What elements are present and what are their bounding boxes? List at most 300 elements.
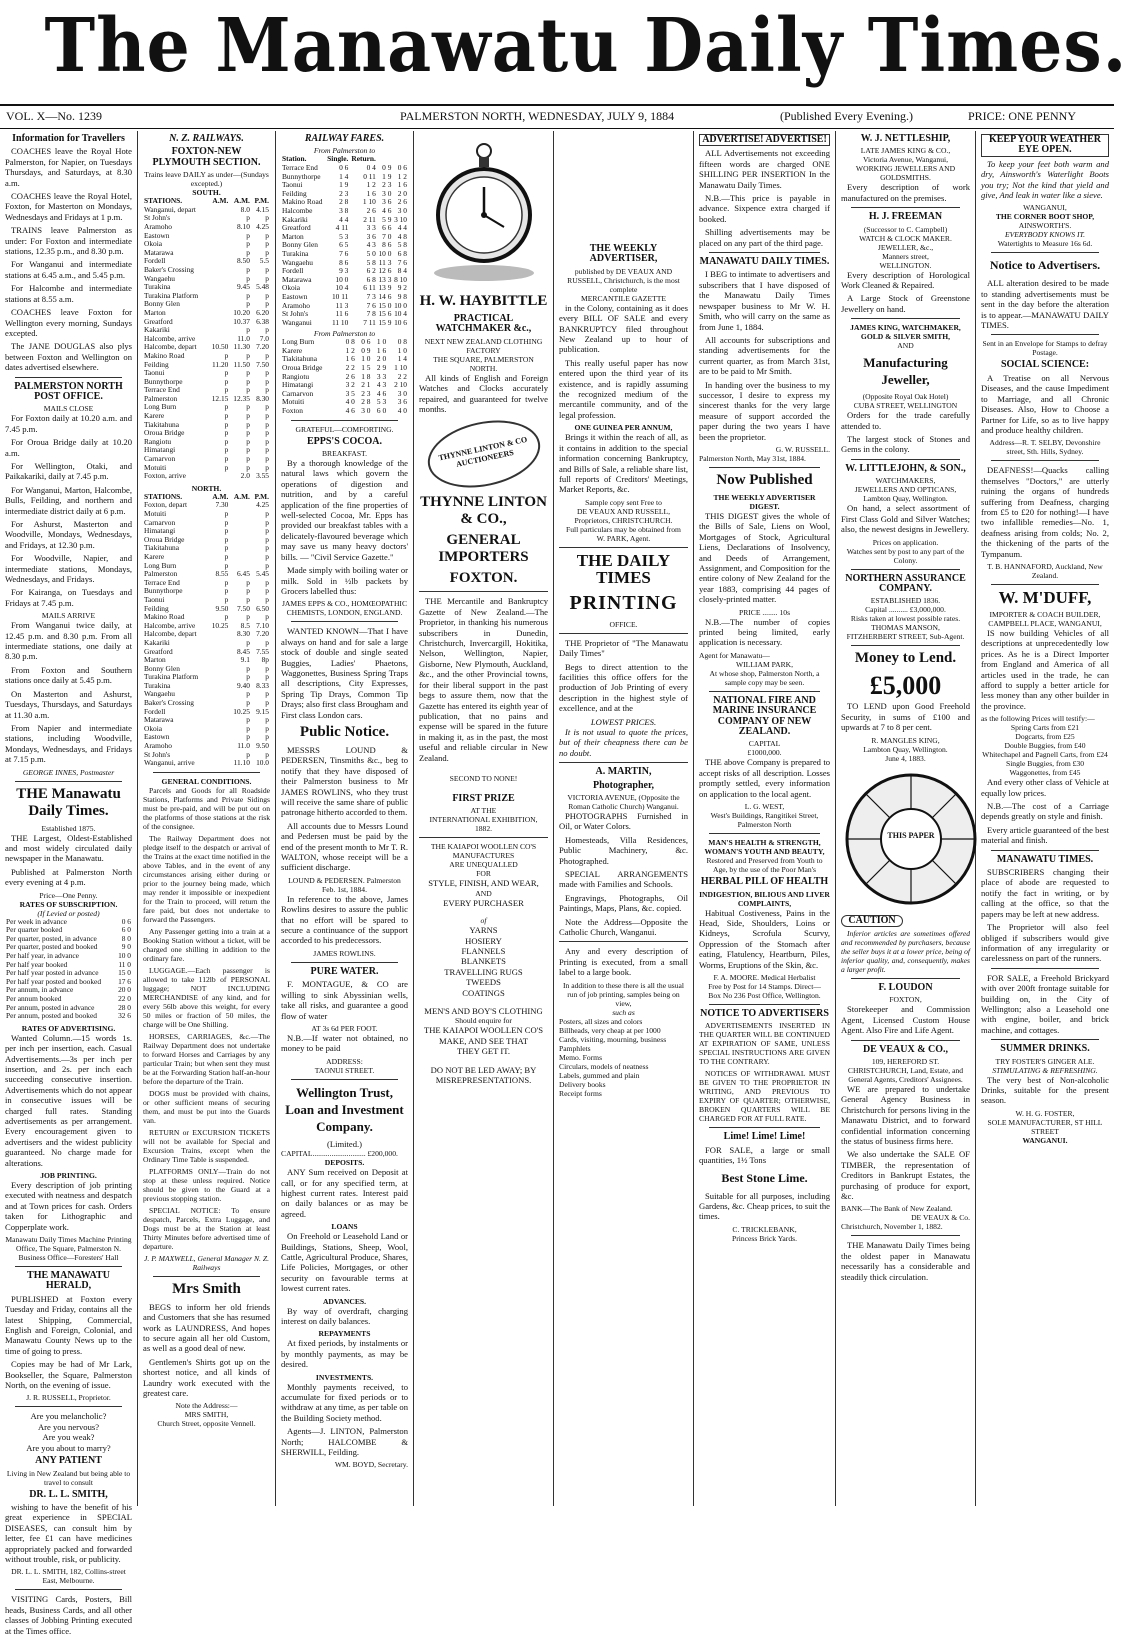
table-header: P.M. <box>254 196 269 206</box>
advertise-body: ALL Advertisements not exceeding fifteen words are charged ONE SHILLING PER INSERTION In the Manawatu Daily Times. <box>699 148 830 190</box>
kaiapoi-title: THE KAIAPOI WOOLLEN CO'S <box>430 842 537 852</box>
digest-body: THIS DIGEST gives the whole of the Bills of Sale, Liens on Wool, Mortgages of Stock, Agricultural Liens, Declarations of Insolvency, and Deeds of Arrangement, Assignment, and Composition for the entire colony of New Zealand for the year 1883, comprising 44 pages of closely-printed matter. <box>699 510 830 605</box>
table-cell: p <box>246 637 250 647</box>
gazette-body: THE Mercantile and Bankruptcy Gazette of New Zealand.—The Proprietor, in thanking his numerous subscribers in Dunedin, Christchurch, Invercargill, Hokitika, Nelson, Wellington, Napier, Gisborne, New Plymouth, Auckland, &c., and the other Provincial towns, for their liberal support in the past begs to assure them, now that the Gazette has entered its eighth year of publication, that no pains and expense will be spared in the future in making it, as in the past, the most useful and reliable circular in New Zealand. <box>419 596 548 763</box>
table-cell: 2 0 <box>397 188 407 198</box>
king-name: JAMES KING, WATCHMAKER, GOLD & SILVER SMITH, <box>850 323 961 342</box>
price-line: Price—One Penny. <box>39 890 98 900</box>
table-cell: 2 1 <box>361 380 371 390</box>
deveaux-4: We also undertake the SALE OF TIMBER, the representation of Creditors in Bankrupt Estates, the purchasing of produce for export, &c. <box>841 1149 970 1202</box>
every-purchaser: EVERY PURCHASER <box>443 897 524 908</box>
table-cell: 8.10 <box>236 222 250 231</box>
table-cell: St John's <box>282 309 309 319</box>
photographs: PHOTOGRAPHS Furnished in Oil, or Water Colors. <box>559 811 688 832</box>
table-cell: 10 0 <box>118 950 131 960</box>
ainsworth-3: AINSWORTH'S. <box>1018 221 1072 231</box>
table-cell: Turakina <box>282 248 309 258</box>
table-cell: 7 11 <box>363 317 376 327</box>
table-cell: Okoia <box>282 283 301 293</box>
moore-3: Box No 236 Post Office, Wellington. <box>708 990 821 1000</box>
digest-price: PRICE ........ 10s <box>738 607 791 617</box>
table-cell <box>208 759 230 768</box>
table-cell: Rangiotu <box>144 436 172 446</box>
deposits-body: ANY Sum received on Deposit at call, or for any specified term, at highest current rates. Interest paid on daily balances or as may be agreed. <box>281 1167 408 1219</box>
table-cell: Eastown <box>282 291 308 301</box>
mdt-body-3: In handing over the business to my successor, I desire to express my sincerest thanks for the very large measure of support accorded the paper during the two years I have been the proprietor. <box>699 379 830 442</box>
digest-nb: N.B.—The number of copies printed being limited, early application is necessary. <box>699 616 830 648</box>
table-cell: Per half year booked <box>6 959 68 969</box>
clothing: MEN'S AND BOY'S CLOTHING <box>424 1006 543 1016</box>
table-cell: p <box>265 663 269 673</box>
table-cell: Turakina Platform <box>144 672 199 682</box>
freeman-7: Every description of Horological Work Cleaned & Repaired. <box>841 269 970 291</box>
printing-item: Circulars, models of neatness <box>559 1061 649 1071</box>
table-cell: p <box>265 715 269 725</box>
table-cell: p <box>246 577 250 587</box>
table-cell: p <box>224 551 229 561</box>
table-cell: Taonui <box>144 368 165 378</box>
table-cell: p <box>265 749 269 759</box>
page-columns <box>0 131 1114 1636</box>
table-cell <box>208 300 230 309</box>
timetable-row <box>143 716 270 725</box>
table-cell: p <box>246 749 250 759</box>
one-guinea: ONE GUINEA PER ANNUM, <box>574 423 673 433</box>
working-body: Every description of work manufactured on the premises. <box>841 182 970 203</box>
table-cell: p <box>246 350 250 360</box>
mduff-5: And every other class of Vehicle at equally low prices. <box>981 777 1109 798</box>
table-cell: 3 10 <box>394 214 407 224</box>
table-cell: 10.25 <box>211 620 229 630</box>
table-cell: Feilding <box>144 359 169 369</box>
goods-item: TWEEDS <box>466 977 501 988</box>
lime-title: Lime! Lime! Lime! <box>723 1131 806 1143</box>
money-body: TO LEND upon Good Freehold Security, in sums of £100 and upwards at 7 to 8 per cent. <box>841 701 970 733</box>
freeman-6: WELLINGTON. <box>879 260 932 270</box>
table-cell: 10.25 <box>233 706 250 716</box>
mduff-3: CAMPBELL PLACE, WANGANUI, <box>988 618 1102 628</box>
rates-title: RATES OF SUBSCRIPTION. <box>19 899 118 909</box>
russell-date: Palmerston North, May 31st, 1884. <box>699 453 806 463</box>
table-cell: Bunnythorpe <box>282 171 321 181</box>
lound-notice-2: All accounts due to Messrs Lound and Pedersen must be paid by the end of the present month to Mr T. R. WALTON, whose receipt will be a sufficient discharge. <box>281 820 408 873</box>
table-cell: Feilding <box>144 603 169 613</box>
table-cell: 2 10 <box>394 380 407 390</box>
table-cell: 15 0 <box>378 300 392 310</box>
foster-3: WANGANUI. <box>1022 1135 1068 1145</box>
table-cell: p <box>224 612 229 622</box>
table-cell: 1 6 <box>397 180 407 190</box>
table-cell: 3 6 <box>366 231 376 241</box>
envelope: Sent in an Envelope for Stamps to defray Postage. <box>982 339 1108 358</box>
capital: CAPITAL............................ £200,000. <box>281 1149 398 1159</box>
table-cell: p <box>265 454 269 464</box>
herbal-body: Restored and Preserved from Youth to Age, by the use of the Poor Man's <box>706 856 823 875</box>
table-cell: Matarawa <box>282 274 312 284</box>
table-cell: p <box>246 672 250 682</box>
table-cell: 10 4 <box>335 283 349 293</box>
table-cell: p <box>246 612 250 622</box>
freeman-5: Manners street, <box>882 251 929 261</box>
mduff-6: N.B.—The cost of a Carriage depends greatly on style and finish. <box>981 801 1109 822</box>
table-cell: 1 4 <box>339 171 349 181</box>
king-5: CUBA STREET, WELLINGTON <box>853 401 958 411</box>
table-header: Single. <box>327 154 349 164</box>
moore-2: Free by Post for 14 Stamps. Direct— <box>708 981 821 991</box>
table-cell: Fordell <box>282 266 304 276</box>
conditions-title: GENERAL CONDITIONS. <box>161 776 252 786</box>
table-header: Return. <box>351 154 376 164</box>
table-cell: 6 11 <box>363 283 376 293</box>
condition-item: PLATFORMS ONLY—Train do not stop at these unless required. Notice should be given to the Guard at a previous stopping station. <box>143 1166 270 1203</box>
table-cell <box>208 309 230 318</box>
now-published: Now Published <box>716 471 813 488</box>
martin-address: VICTORIA AVENUE, (Opposite the Roman Catholic Church) Wanganui. <box>567 793 680 811</box>
table-cell: Matarawa <box>144 247 174 257</box>
table-cell: Himatangi <box>144 526 176 536</box>
king-7: The largest stock of Stones and Gems in the colony. <box>841 434 970 455</box>
table-cell: 0 8 <box>397 337 407 347</box>
mrs-smith-title: Mrs Smith <box>172 1280 241 1297</box>
rates-sub: (If Levied or posted) <box>37 908 100 918</box>
timetable-row <box>143 759 270 768</box>
condition-item: Any Passenger getting into a train at a Booking Station without a ticket, will be charged one shilling in addition to the ordinary fare. <box>143 926 270 963</box>
table-cell: p <box>224 368 229 378</box>
table-cell: 9 2 <box>397 283 407 293</box>
table-cell: 1 6 <box>366 188 376 198</box>
lowest-prices: LOWEST PRICES. <box>590 716 657 727</box>
herbal-pill: HERBAL PILL OF HEALTH <box>700 876 829 888</box>
table-cell: Terrace End <box>282 163 318 172</box>
coaches-list <box>5 146 132 372</box>
table-cell: 8 10 <box>394 274 407 284</box>
table-cell <box>208 257 230 266</box>
public-notice-title: Public Notice. <box>299 723 390 740</box>
table-cell: 1 9 <box>339 180 349 190</box>
table-cell: Turakina Platform <box>144 290 199 300</box>
table-cell: 1 10 <box>362 197 376 207</box>
table-cell: 9.45 <box>236 282 250 292</box>
table-cell: 11 3 <box>378 257 392 267</box>
lound-signature: LOUND & PEDERSEN. Palmerston Feb. 1st, 1884. <box>288 875 401 894</box>
column-1 <box>0 131 138 1636</box>
table-cell <box>208 326 230 335</box>
table-cell: p <box>224 402 229 412</box>
table-cell <box>208 232 230 241</box>
table-cell: 1 2 <box>397 171 407 181</box>
table-cell: Foxton, depart <box>144 500 188 510</box>
proprietor-body: Begs to direct attention to the facilities this office offers for the production of Job Printing of every description in the highest style of excellence, and at the <box>559 661 688 714</box>
deveaux-6: Christchurch, November 1, 1882. <box>841 1222 943 1232</box>
deafness: DEAFNESS!—Quacks calling themselves "Doctors," are utterly ruining the organs of hundreds suffering from Deafness, charging from £5 to £20 for nothing!—I have two infallible remedies—No. 1, deafness arising from colds; No. 2, the thickening of the parts of the Tympanum. <box>981 465 1109 559</box>
post-office-title: PALMERSTON NORTH POST OFFICE. <box>14 380 123 402</box>
table-cell <box>208 656 230 665</box>
northern-2: ESTABLISHED 1836. <box>870 596 941 606</box>
mails-close-list <box>5 413 132 608</box>
table-cell: 1 6 <box>376 345 387 355</box>
column-5 <box>554 131 694 1506</box>
advertising-text: Wanted Column.—15 words 1s. per inch per insertion, each. Casual Advertisements.—3s per inch per insertion, and 2s. per inch each succeeding consecutive insertion. Advertisements which do not appear in consecutive issues will be charged full rates. Standing advertisements as per arrangement. Every encouragement given to advertisers and the widest publicity guaranteed. No charge made for alterations. <box>5 1032 132 1168</box>
manson-2: FITZHERBERT STREET, Sub-Agent. <box>846 632 965 642</box>
unequalled: ARE UNEQUALLED <box>449 860 518 870</box>
deveaux-bank: BANK—The Bank of New Zealand. <box>841 1204 953 1214</box>
dateline <box>0 104 1114 129</box>
table-cell: p <box>265 526 269 536</box>
deposits-title: DEPOSITS. <box>324 1158 365 1168</box>
epps-tagline: GRATEFUL—COMFORTING. <box>295 424 394 434</box>
table-cell: Bonny Glen <box>144 299 180 309</box>
mails-close-title: MAILS CLOSE <box>43 404 94 414</box>
table-cell: p <box>224 350 229 360</box>
mdt-title: MANAWATU DAILY TIMES. <box>699 256 830 268</box>
table-cell: p <box>246 368 250 378</box>
table-cell: p <box>265 325 269 335</box>
table-cell <box>208 223 230 232</box>
table-cell <box>208 682 230 691</box>
capital-label: CAPITAL <box>748 739 781 749</box>
mduff-4: IS now building Vehicles of all descriptions at unprecedentedly low prices. As he is a Direct Importer from England and America of all articles used in the trade, he can afford to supply a better article for less money than any other builder in the province. <box>981 627 1109 711</box>
mail-arrive-item: From Wanganui twice daily, at 12.45 p.m. and 8.30 p.m. From all intermediate stations, one daily at 8.30 p.m. <box>5 620 132 662</box>
thynne-title-2: GENERAL IMPORTERS <box>438 532 529 566</box>
table-cell: 20 0 <box>118 985 131 995</box>
table-cell: 9.50 <box>256 741 269 751</box>
table-cell: Karere <box>282 345 303 355</box>
table-cell: p <box>265 509 269 518</box>
paper-title: THE Manawatu Daily Times. <box>16 785 121 819</box>
mdt-body-2: The Proprietor will also feel obliged if subscribers would give information of any irregularity or carelessness on part of the runners. <box>981 922 1109 964</box>
table-cell: 9.15 <box>256 706 269 716</box>
park-agent: W. PARK, Agent. <box>596 533 651 543</box>
table-cell: 12.15 <box>211 393 229 403</box>
note-address: Note the Address—Opposite the Catholic Church, Wanganui. <box>559 916 688 938</box>
herbal-body-2: Habitual Costiveness, Pains in the Head, Side, Shoulders, Loins or Kidneys, Scrofula Scurvy, Oppression of the Stomach after eating, Flatulency, Heartburn, Piles, Worms, Eruptions of the Skin, &c. <box>699 907 830 970</box>
table-cell: p <box>265 551 269 561</box>
notice-body: ADVERTISEMENTS INSERTED IN THE QUARTER WILL BE CONTINUED AT EXPIRATION OF SAME, UNLESS SPECIAL INSTRUCTIONS ARE GIVEN TO THE CONTRARY. <box>699 1021 830 1067</box>
table-cell: p <box>224 534 229 544</box>
table-cell: p <box>224 462 229 472</box>
table-header: P.M. <box>254 491 269 501</box>
table-cell: 4 11 <box>335 223 349 233</box>
mail-close-item: For Oroua Bridge daily at 10.20 a.m. <box>5 437 132 458</box>
table-cell: 14 6 <box>378 291 392 301</box>
montague-body: F. MONTAGUE, & CO are willing to sink Abyssinian wells, take all risks, and guarantee a good flow of water <box>281 979 408 1021</box>
table-cell: Motuiti <box>282 397 305 407</box>
such-as: such as <box>612 1007 635 1017</box>
investments-title: INVESTMENTS. <box>315 1372 374 1382</box>
table-cell: 2 11 <box>363 214 376 224</box>
table-cell: Aramoho <box>282 300 310 310</box>
agent-for: Agent for Manawatu— <box>699 650 770 660</box>
nettleship-3: Victoria Avenue, Wanganui, <box>862 155 949 165</box>
table-cell <box>229 544 251 553</box>
mduff-7: Every article guaranteed of the best material and finish. <box>981 824 1109 846</box>
weather-body: To keep your feet both warm and dry, Ainsworth's Waterlight Boots you try; Not the kind that yield and give, And leak in water like a sieve. <box>981 158 1109 201</box>
table-cell: p <box>246 663 250 673</box>
herald-copies: Copies may be had of Mr Lark, Bookseller, the Square, Palmerston North, on the evening of issue. <box>5 1359 132 1391</box>
table-cell: p <box>246 715 250 725</box>
column-7 <box>836 131 976 1506</box>
table-cell: 1 4 <box>397 354 407 364</box>
table-cell: Wanganui <box>282 317 312 327</box>
advertising-wheel <box>841 769 981 909</box>
mduff-list-head: as the following Prices will testify:— <box>981 714 1095 724</box>
table-cell: 6 0 <box>376 406 387 416</box>
weekly-body-3: Brings it within the reach of all, as it contains in addition to the special information concerning Bankruptcy, and Bills of Sale, a reliable share list, full reports of Creditors' Meetings, Market Reports, &c. <box>559 432 688 495</box>
table-cell: p <box>265 411 269 421</box>
herald-proprietor: J. R. RUSSELL, Proprietor. <box>26 1393 111 1403</box>
table-cell: Greatford <box>144 646 173 656</box>
table-cell: 0 9 <box>361 345 371 355</box>
table-cell: 4 3 <box>376 380 387 390</box>
table-cell: 7.10 <box>256 620 269 630</box>
smith-body: wishing to have the benefit of his great experience in SPECIAL DISEASES, can consult him by letter, fee £1 can have medicines appropriately packed and forwarded without trouble, risk, or publicity. <box>5 1501 132 1564</box>
northern-3: Capital .......... £3,000,000. <box>865 605 946 615</box>
postmaster: GEORGE INNES, Postmaster <box>22 767 115 777</box>
proprietor-line: THE Proprietor of "The Manawatu Daily Times" <box>559 637 688 659</box>
hannaford: T. B. HANNAFORD, Auckland, New Zealand. <box>987 561 1103 580</box>
smith-address: DR. L. L. SMITH, 182, Collins-street East, Melbourne. <box>11 1567 126 1586</box>
table-cell: Oroua Bridge <box>144 428 185 438</box>
haybittle-trade: PRACTICAL WATCHMAKER &c., <box>435 313 532 335</box>
table-cell: 2 3 <box>382 180 392 190</box>
table-cell: p <box>265 698 269 708</box>
table-cell: 10 0 <box>335 274 349 284</box>
martin-name: A. MARTIN, <box>595 766 652 778</box>
weekly-title: THE WEEKLY ADVERTISER, <box>589 243 658 265</box>
table-cell: Long Burn <box>144 402 177 412</box>
table-cell: Per annum, posted and booked <box>6 1011 97 1021</box>
table-cell: 5 8 <box>397 240 407 250</box>
rates-table <box>5 918 132 1021</box>
printing-item: Cards, visiting, mourning, business <box>559 1034 667 1044</box>
table-cell: 4.15 <box>256 204 269 214</box>
table-cell: 6.38 <box>256 316 269 326</box>
notice-body-2: NOTICES OF WITHDRAWAL MUST BE GIVEN TO THE PROPRIETOR IN WRITING, AND PREVIOUS TO EXPIRY OF QUARTER; OTHERWISE, BROKEN QUARTERS WILL BE CHARGED FOR AT FULL RATE. <box>699 1069 830 1124</box>
stone-title: Best Stone Lime. <box>721 1170 808 1185</box>
see-that: MAKE, AND SEE THAT <box>438 1035 529 1046</box>
goods-item: HOSIERY <box>465 935 502 946</box>
ainsworth-1: WANGANUI, <box>1023 203 1067 213</box>
table-cell: p <box>265 376 269 386</box>
table-cell: p <box>224 543 229 553</box>
table-header: STATIONS. <box>144 491 183 501</box>
table-cell: 6 2 <box>366 266 376 276</box>
coach-item: COACHES leave Foxton for Wellington every morning, Sundays excepted. <box>5 307 132 338</box>
epps-name: JAMES EPPS & CO., HOMŒOPATHIC CHEMISTS, LONDON, ENGLAND. <box>281 599 408 618</box>
table-cell: Long Burn <box>282 337 315 347</box>
table-cell: p <box>265 264 269 274</box>
freeman-2: (Successor to C. Campbell) <box>863 224 948 234</box>
table-cell <box>208 639 230 648</box>
table-cell: 4 0 <box>345 397 355 407</box>
table-cell: Halcombe, depart <box>144 342 197 352</box>
table-cell: Foxton <box>282 406 303 416</box>
west-name: L. G. WEST, <box>744 802 785 812</box>
rowlins-signature: JAMES ROWLINS. <box>313 948 376 958</box>
mail-close-item: For Wanganui, Marton, Halcombe, Bulls, Feilding, and northern and intermediate district daily at 6 p.m. <box>5 484 132 516</box>
table-cell <box>208 283 230 292</box>
table-cell <box>208 665 230 674</box>
table-cell: 11 10 <box>331 317 349 327</box>
table-cell: 10 0 <box>394 300 407 310</box>
printing-item: Labels, gummed and plain <box>559 1070 640 1080</box>
mangles-3: June 4, 1883. <box>885 753 926 763</box>
column-6 <box>694 131 836 1506</box>
notice-advertisers: Notice to Advertisers. <box>989 258 1101 273</box>
rowlins-notice: In reference to the above, James Rowlins desires to assure the public that no effort will be spared to secure a continuance of the support accorded to his predecessors. <box>281 893 408 946</box>
table-cell: 9 0 <box>121 942 131 952</box>
table-cell: 6 5 <box>339 240 349 250</box>
table-cell: 1 0 <box>361 354 371 364</box>
table-cell: p <box>265 247 269 257</box>
table-cell: p <box>265 612 269 622</box>
table-cell: p <box>246 594 250 604</box>
table-cell <box>208 742 230 751</box>
table-cell <box>208 206 230 215</box>
west-address: West's Buildings, Rangitikei Street, Palmerston North <box>710 811 819 830</box>
table-cell: 1 2 <box>366 180 376 190</box>
coach-item: The JANE DOUGLAS also plys between Foxton and Wellington on dates advertised elsewhere. <box>5 341 132 373</box>
epps-body: By a thorough knowledge of the natural laws which govern the operations of digestion and nutrition, and by a careful application of the fine properties of well-selected Cocoa, Mr. Epps has provided our breakfast tables with a delicately-flavoured beverage which may save us many heavy doctors' bills. — "Civil Service Gazette." <box>281 458 408 562</box>
mduff-2: IMPORTER & COACH BUILDER, <box>989 609 1101 619</box>
table-cell: Per annum booked <box>6 993 62 1003</box>
published-line: Published at Palmerston North every evening at 4 p.m. <box>5 866 132 888</box>
table-cell: Motuiti <box>144 509 167 518</box>
coach-item: For Wanganui and intermediate stations at 6.45 a.m., and 5.45 p.m. <box>5 259 132 280</box>
per-foot: AT 3s 6d PER FOOT. <box>311 1023 378 1033</box>
herbal-title: MAN'S HEALTH & STRENGTH, WOMAN'S YOUTH AND BEAUTY, <box>704 838 825 857</box>
table-cell: 8 6 <box>382 240 392 250</box>
samples: Sample copy sent Free to <box>585 497 662 507</box>
table-cell: St John's <box>144 213 171 223</box>
table-cell: Wanganui, arrive <box>144 758 195 768</box>
mail-arrive-item: From Napier and intermediate stations, including Woodville, Mondays, Wednesdays, and Fridays at 7.15 p.m. <box>5 722 132 765</box>
table-cell: 6.45 <box>236 569 250 579</box>
table-cell: Tiakitahuna <box>144 419 180 429</box>
mdt-body: I BEG to intimate to advertisers and subscribers that I have disposed of the Manawatu Daily Times newspaper business to Mr W. H. Smith, who will carry on the same as from June 1, 1884. <box>699 269 830 332</box>
advances-title: ADVANCES. <box>322 1296 367 1306</box>
ainsworth-4: EVERYBODY KNOWS IT. <box>1004 230 1086 240</box>
table-cell: 0 6 <box>121 916 131 926</box>
table-cell: p <box>246 698 250 708</box>
littlejohn-3: JEWELLERS AND OPTICANS, Lambton Quay, Wellington. <box>854 485 957 504</box>
table-cell <box>208 708 230 717</box>
king-4: (Opposite Royal Oak Hotel) <box>862 392 949 402</box>
caution-body: Inferior articles are sometimes offered and recommended by purchasers, because the seller buys it at a lower price, being of inferior quality, and, consequently, makes a larger profit. <box>841 928 970 974</box>
table-cell: 0 6 <box>339 163 349 172</box>
table-header: A.M. <box>212 196 229 206</box>
table-cell: 3 0 <box>382 188 392 198</box>
table-cell: p <box>265 560 269 570</box>
mrs-smith-name: MRS SMITH, <box>184 1410 229 1420</box>
printing-item: Receipt forms <box>559 1088 602 1098</box>
table-cell: 7 8 <box>366 309 376 319</box>
wellington-trust-title: Wellington Trust, Loan and Investment Company. <box>285 1084 404 1134</box>
mail-close-item: For Woodville, Napier, and intermediate stations, Mondays, Wednesdays, and Fridays. <box>5 553 132 585</box>
lime-body: FOR SALE, a large or small quantities, 1½ Tons <box>699 1144 830 1166</box>
montague-nb: N.B.—If water not obtained, no money to be paid <box>281 1032 408 1054</box>
goods-item: YARNS <box>469 925 498 936</box>
deveaux-2: 109, HEREFORD ST. CHRISTCHURCH, Land, Estate, and General Agents, Creditors' Assignees. <box>847 1056 964 1084</box>
table-cell: p <box>246 462 250 472</box>
table-cell: 1 10 <box>394 363 407 373</box>
table-header: A.M. <box>212 491 229 501</box>
loudon-2: FOXTON, <box>889 995 922 1005</box>
table-cell: 7 3 <box>366 291 376 301</box>
table-cell: Eastown <box>144 732 170 742</box>
published-note: (Published Every Evening.) <box>780 109 913 123</box>
summer-drinks: SUMMER DRINKS. <box>1000 1043 1090 1055</box>
